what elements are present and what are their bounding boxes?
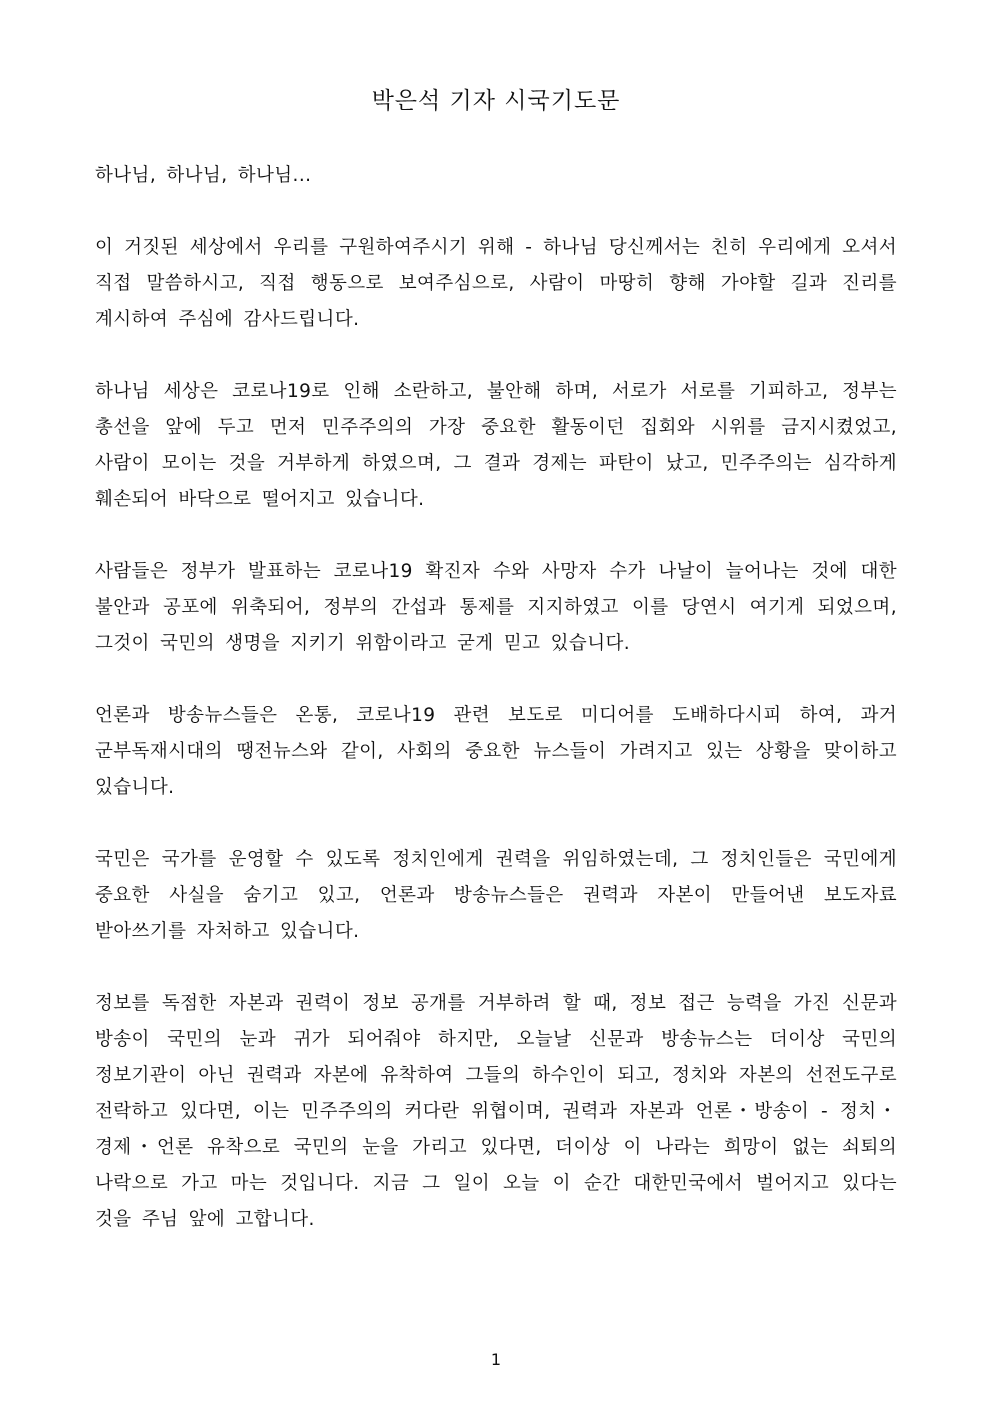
- paragraph-7: 정보를 독점한 자본과 권력이 정보 공개를 거부하려 할 때, 정보 접근 능력을 가진 신문과 방송이 국민의 눈과 귀가 되어줘야 하지만, 오늘날 신문과 방송뉴스는 더이상 국민의 정보기관이 아닌 권력과 자본에 유착하여 그들의 하수인이 되고, 정치와 자본의 선전도구로 전락하고 있다면, 이는 민주주의의 커다란 위협이며, 권력과 자본과 언론・방송이 - 정치・경제・언론 유착으로 국민의 눈을 가리고 있다면, 더이상 이 나라는 희망이 없는 쇠퇴의 나락으로 가고 마는 것입니다. 지금 그 일이 오늘 이 순간 대한민국에서 벌어지고 있다는 것을 주님 앞에 고합니다.: [95, 993, 897, 1230]
- paragraph-6: 국민은 국가를 운영할 수 있도록 정치인에게 권력을 위임하였는데, 그 정치인들은 국민에게 중요한 사실을 숨기고 있고, 언론과 방송뉴스들은 권력과 자본이 만들어낸 보도자료 받아쓰기를 자처하고 있습니다.: [95, 849, 897, 942]
- paragraph-5: 언론과 방송뉴스들은 온통, 코로나19 관련 보도로 미디어를 도배하다시피 하여, 과거 군부독재시대의 땡전뉴스와 같이, 사회의 중요한 뉴스들이 가려지고 있는 상황을 맞이하고 있습니다.: [95, 705, 897, 798]
- paragraph-3: 하나님 세상은 코로나19로 인해 소란하고, 불안해 하며, 서로가 서로를 기피하고, 정부는 총선을 앞에 두고 먼저 민주주의의 가장 중요한 활동이던 집회와 시위를 금지시켰었고, 사람이 모이는 것을 거부하게 하였으며, 그 결과 경제는 파탄이 났고, 민주주의는 심각하게 훼손되어 바닥으로 떨어지고 있습니다.: [95, 381, 897, 510]
- document-body: [95, 158, 897, 1274]
- document-title: 박은석 기자 시국기도문: [371, 88, 621, 114]
- paragraph-4: 사람들은 정부가 발표하는 코로나19 확진자 수와 사망자 수가 나날이 늘어나는 것에 대한 불안과 공포에 위축되어, 정부의 간섭과 통제를 지지하였고 이를 당연시 여기게 되었으며, 그것이 국민의 생명을 지키기 위함이라고 굳게 믿고 있습니다.: [95, 561, 897, 654]
- paragraph-2: 이 거짓된 세상에서 우리를 구원하여주시기 위해 - 하나님 당신께서는 친히 우리에게 오셔서 직접 말씀하시고, 직접 행동으로 보여주심으로, 사람이 마땅히 향해 가야할 길과 진리를 계시하여 주심에 감사드립니다.: [95, 237, 897, 330]
- page-number: 1: [490, 1350, 502, 1369]
- paragraph-1: 하나님, 하나님, 하나님...: [95, 165, 312, 186]
